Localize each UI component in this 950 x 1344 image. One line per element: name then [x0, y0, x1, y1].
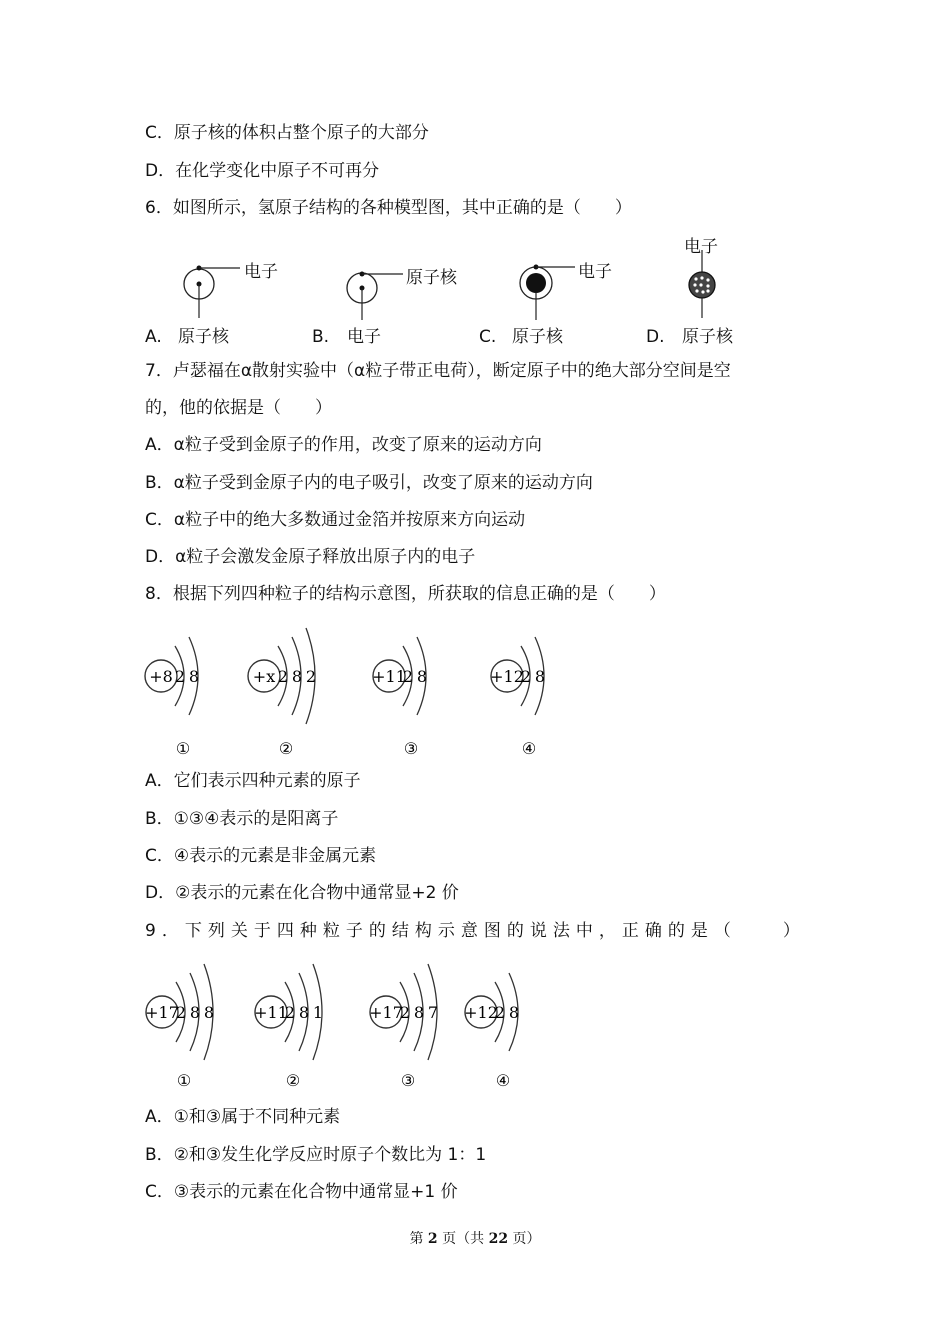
q9-particle-1	[145, 964, 214, 1090]
shell-electron-count: 2	[174, 667, 186, 686]
q8-option-b: B．①③④表示的是阳离子	[145, 809, 339, 829]
particle-mark: ①	[175, 739, 191, 758]
model-a-electron-label: 电子	[244, 262, 278, 282]
q7-option-c: C．α粒子中的绝大多数通过金箔并按原来方向运动	[145, 510, 526, 530]
q8-particle-4	[490, 637, 545, 758]
shell-electron-count: 8	[413, 1003, 425, 1022]
q6-model-diagrams	[0, 228, 950, 348]
question-8: 8．根据下列四种粒子的结构示意图，所获取的信息正确的是（ ）	[145, 584, 666, 604]
particle-mark: ④	[495, 1071, 511, 1090]
shell-electron-count: 1	[312, 1003, 324, 1022]
q5-option-c: C．原子核的体积占整个原子的大部分	[145, 123, 429, 143]
shell-electron-count: 8	[188, 667, 200, 686]
model-d-option: D.	[646, 327, 665, 347]
q9-option-a: A．①和③属于不同种元素	[145, 1107, 341, 1127]
nucleus-charge: +11	[372, 667, 406, 686]
nucleus-charge: +11	[254, 1003, 288, 1022]
particle-mark: ③	[400, 1071, 416, 1090]
q9-particle-diagrams	[0, 950, 950, 1095]
shell-electron-count: 8	[508, 1003, 520, 1022]
nucleus-charge: +17	[369, 1003, 403, 1022]
q8-option-c: C．④表示的元素是非金属元素	[145, 846, 377, 866]
model-b-electron-label: 电子	[347, 327, 381, 347]
nucleus-charge: +8	[149, 667, 173, 686]
footer-suffix: 页）	[508, 1231, 541, 1247]
model-d-electron-label: 电子	[684, 237, 718, 257]
shell-electron-count: 8	[534, 667, 546, 686]
q9-particle-3	[369, 964, 438, 1090]
shell-electron-count: 8	[416, 667, 428, 686]
question-7-line-2: 的，他的依据是（ ）	[145, 398, 332, 418]
model-b-drawing	[347, 272, 403, 321]
shell-electron-count: 2	[494, 1003, 506, 1022]
footer-middle: 页（共	[437, 1231, 489, 1247]
q7-option-d: D．α粒子会激发金原子释放出原子内的电子	[145, 547, 476, 567]
nucleus-charge: +12	[490, 667, 524, 686]
q5-option-d: D．在化学变化中原子不可再分	[145, 161, 380, 181]
q9-particle-4	[464, 973, 519, 1090]
footer-page-number: 2	[427, 1231, 438, 1247]
model-b-option: B.	[312, 327, 330, 347]
particle-mark: ③	[403, 739, 419, 758]
shell-electron-count: 2	[305, 667, 317, 686]
shell-electron-count: 8	[291, 667, 303, 686]
q8-particle-diagrams	[0, 615, 950, 765]
footer-prefix: 第	[409, 1231, 428, 1247]
q8-particle-2	[248, 628, 316, 758]
page-footer	[0, 1228, 950, 1248]
particle-mark: ②	[285, 1071, 301, 1090]
q7-option-a: A．α粒子受到金原子的作用，改变了原来的运动方向	[145, 435, 542, 455]
shell-electron-count: 2	[175, 1003, 187, 1022]
nucleus-charge: +12	[464, 1003, 498, 1022]
shell-electron-count: 2	[277, 667, 289, 686]
model-d-nucleus-label: 原子核	[682, 327, 733, 347]
nucleus-charge: +x	[252, 667, 276, 686]
shell-electron-count: 7	[427, 1003, 439, 1022]
shell-electron-count: 2	[402, 667, 414, 686]
question-6: 6．如图所示，氢原子结构的各种模型图，其中正确的是（ ）	[145, 198, 632, 218]
q9-option-c: C．③表示的元素在化合物中通常显+1 价	[145, 1182, 458, 1202]
model-c-drawing	[520, 265, 575, 321]
model-a-option: A.	[145, 327, 162, 347]
model-b-nucleus-label: 原子核	[406, 268, 457, 288]
model-d-drawing	[689, 250, 715, 318]
footer-total-pages: 22	[488, 1231, 509, 1247]
question-7-line-1: 7．卢瑟福在α散射实验中（α粒子带正电荷），断定原子中的绝大部分空间是空	[145, 361, 731, 381]
shell-electron-count: 8	[298, 1003, 310, 1022]
question-9: 9．下列关于四种粒子的结构示意图的说法中，正确的是（ ）	[145, 921, 806, 941]
shell-electron-count: 2	[520, 667, 532, 686]
q8-option-d: D．②表示的元素在化合物中通常显+2 价	[145, 883, 459, 903]
shell-electron-count: 8	[189, 1003, 201, 1022]
shell-electron-count: 2	[399, 1003, 411, 1022]
shell-electron-count: 8	[203, 1003, 215, 1022]
q9-particle-2	[254, 964, 323, 1090]
q8-particle-1	[145, 637, 199, 758]
particle-mark: ④	[521, 739, 537, 758]
q8-option-a: A．它们表示四种元素的原子	[145, 771, 361, 791]
q9-option-b: B．②和③发生化学反应时原子个数比为 1：1	[145, 1145, 487, 1165]
model-a-drawing	[184, 266, 240, 319]
nucleus-charge: +17	[145, 1003, 179, 1022]
q8-particle-3	[372, 637, 427, 758]
q7-option-b: B．α粒子受到金原子内的电子吸引，改变了原来的运动方向	[145, 473, 593, 493]
model-c-option: C.	[479, 327, 497, 347]
model-c-nucleus-label: 原子核	[512, 327, 563, 347]
model-c-electron-label: 电子	[578, 262, 612, 282]
particle-mark: ②	[278, 739, 294, 758]
particle-mark: ①	[176, 1071, 192, 1090]
model-a-nucleus-label: 原子核	[178, 327, 229, 347]
shell-electron-count: 2	[284, 1003, 296, 1022]
